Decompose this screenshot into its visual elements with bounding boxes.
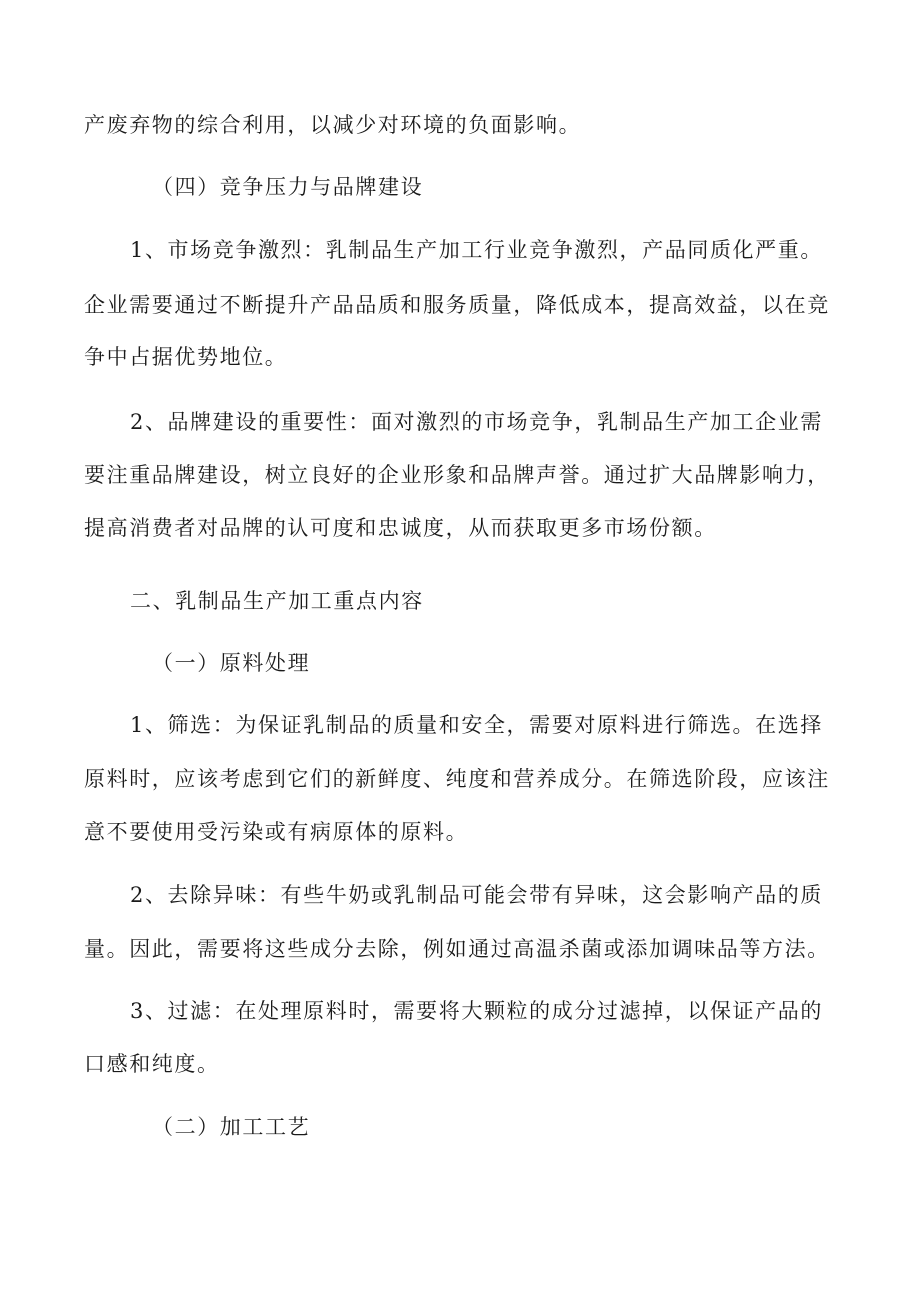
paragraph-line: 2、品牌建设的重要性：面对激烈的市场竞争，乳制品生产加工企业需: [130, 410, 823, 434]
paragraph-line: 1、筛选：为保证乳制品的质量和安全，需要对原料进行筛选。在选择: [130, 713, 823, 737]
paragraph-line: 意不要使用受污染或有病原体的原料。: [84, 820, 469, 844]
paragraph-line: 原料时，应该考虑到它们的新鲜度、纯度和营养成分。在筛选阶段，应该注: [84, 767, 830, 791]
section-heading: （一）原料处理: [152, 651, 311, 675]
paragraph-line: 3、过滤：在处理原料时，需要将大颗粒的成分过滤掉，以保证产品的: [130, 999, 823, 1023]
section-heading: （二）加工工艺: [152, 1115, 311, 1139]
chapter-heading: 二、乳制品生产加工重点内容: [130, 589, 424, 613]
paragraph-line: 1、市场竞争激烈：乳制品生产加工行业竞争激烈，产品同质化严重。: [130, 238, 823, 262]
paragraph-line: 量。因此，需要将这些成分去除，例如通过高温杀菌或添加调味品等方法。: [84, 937, 830, 961]
paragraph-line: 2、去除异味：有些牛奶或乳制品可能会带有异味，这会影响产品的质: [130, 883, 823, 907]
paragraph-line: 企业需要通过不断提升产品品质和服务质量，降低成本，提高效益，以在竞: [84, 293, 830, 317]
section-heading: （四）竞争压力与品牌建设: [152, 175, 424, 199]
paragraph-line: 争中占据优势地位。: [84, 345, 288, 369]
paragraph-line: 口感和纯度。: [84, 1052, 220, 1076]
paragraph-line: 要注重品牌建设，树立良好的企业形象和品牌声誉。通过扩大品牌影响力，: [84, 463, 830, 487]
paragraph-line: 产废弃物的综合利用，以减少对环境的负面影响。: [84, 113, 582, 137]
paragraph-line: 提高消费者对品牌的认可度和忠诚度，从而获取更多市场份额。: [84, 516, 717, 540]
